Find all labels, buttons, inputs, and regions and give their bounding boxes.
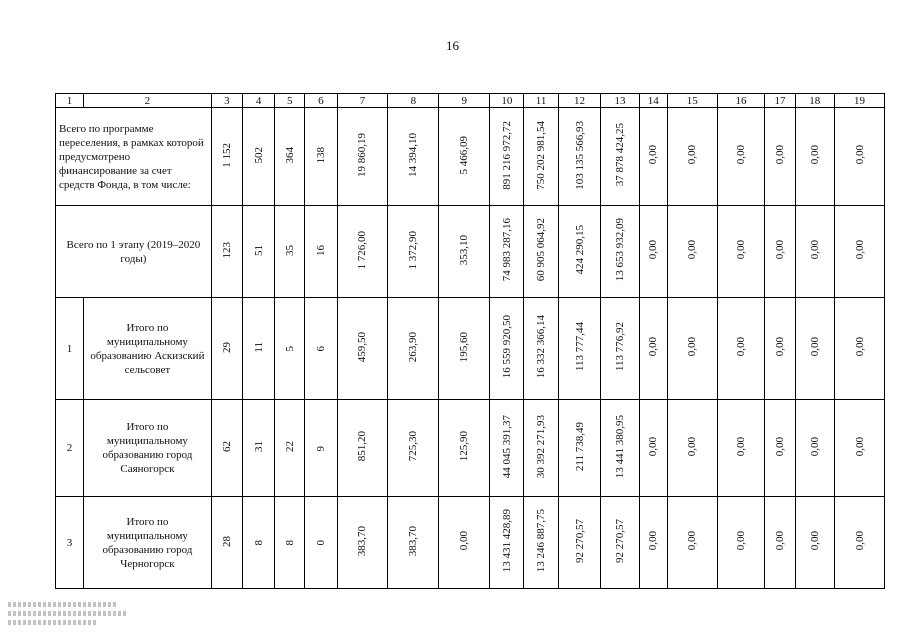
value-text: 0,00	[686, 145, 699, 165]
value-text: 750 202 981,54	[535, 120, 548, 190]
value-text: 11	[252, 341, 265, 353]
value-cell	[242, 206, 274, 298]
value-text: 0,00	[647, 145, 660, 165]
value-text: 125,90	[458, 431, 471, 462]
value-cell	[558, 400, 601, 497]
value-cell	[439, 298, 490, 400]
value-text: 0,00	[735, 436, 748, 457]
value-cell	[667, 400, 717, 497]
value-cell	[667, 108, 717, 206]
value-cell	[795, 400, 834, 497]
value-text: 1 152	[220, 142, 233, 168]
value-text: 0,00	[773, 145, 786, 165]
value-text: 0,00	[773, 531, 786, 551]
value-text: 51	[252, 244, 265, 256]
value-text: 0,00	[647, 240, 660, 260]
value-cell	[795, 206, 834, 298]
header-cell: 11	[524, 94, 558, 108]
value-text: 123	[220, 241, 233, 259]
value-cell	[765, 400, 795, 497]
value-cell	[490, 298, 524, 400]
value-cell	[639, 298, 667, 400]
value-cell	[524, 400, 558, 497]
value-cell	[717, 497, 765, 589]
row-description: Всего по программе переселения, в рамках которой предусмотрено финансирование за счет средств Фонда, в том числе:	[56, 108, 212, 206]
value-cell	[439, 108, 490, 206]
value-text: 0,00	[735, 337, 748, 357]
value-cell	[439, 400, 490, 497]
value-cell	[275, 298, 305, 400]
value-text: 0,00	[808, 337, 821, 357]
value-cell	[639, 400, 667, 497]
value-cell	[601, 400, 639, 497]
value-cell	[601, 206, 639, 298]
value-cell	[667, 298, 717, 400]
value-text: 0,00	[853, 240, 866, 260]
value-text: 0,00	[686, 240, 699, 260]
value-text: 6	[314, 346, 327, 352]
value-cell	[558, 497, 601, 589]
header-cell: 15	[667, 94, 717, 108]
value-cell	[211, 206, 242, 298]
header-cell: 19	[835, 94, 885, 108]
value-text: 113 776,92	[614, 322, 627, 372]
value-cell	[337, 400, 388, 497]
header-cell: 1	[56, 94, 84, 108]
value-text: 138	[314, 146, 327, 164]
value-text: 364	[283, 146, 296, 164]
value-text: 37 878 424,25	[614, 123, 627, 187]
value-text: 1 726,00	[356, 230, 369, 270]
value-cell	[765, 108, 795, 206]
value-cell	[835, 206, 885, 298]
header-cell: 13	[601, 94, 639, 108]
value-cell	[667, 206, 717, 298]
value-cell	[275, 108, 305, 206]
header-cell: 3	[211, 94, 242, 108]
row-number: 3	[56, 497, 84, 589]
value-cell	[765, 497, 795, 589]
value-text: 103 135 566,93	[573, 120, 586, 190]
value-text: 0,00	[735, 531, 748, 551]
value-cell	[558, 206, 601, 298]
value-text: 74 983 287,16	[500, 218, 513, 282]
value-cell	[524, 108, 558, 206]
value-text: 13 653 932,09	[614, 218, 627, 282]
value-cell	[388, 108, 439, 206]
value-text: 16 559 920,50	[500, 315, 513, 379]
value-cell	[524, 497, 558, 589]
value-text: 0,00	[808, 240, 821, 260]
value-text: 0,00	[853, 145, 866, 165]
value-text: 5	[283, 346, 296, 352]
value-text: 16 332 366,14	[535, 315, 548, 379]
value-text: 113 777,44	[573, 322, 586, 372]
header-cell: 7	[337, 94, 388, 108]
value-cell	[601, 298, 639, 400]
value-cell	[305, 400, 337, 497]
row-description: Итого по муниципальному образованию Аскизский сельсовет	[84, 298, 212, 400]
value-cell	[275, 206, 305, 298]
value-cell	[388, 497, 439, 589]
value-cell	[765, 206, 795, 298]
value-text: 13 441 380,95	[614, 414, 627, 479]
value-text: 0,00	[853, 436, 866, 457]
value-cell	[242, 108, 274, 206]
value-cell	[558, 108, 601, 206]
value-text: 35	[283, 244, 296, 256]
value-text: 891 216 972,72	[500, 120, 513, 190]
header-row	[56, 94, 885, 108]
value-cell	[524, 298, 558, 400]
value-cell	[305, 298, 337, 400]
value-text: 353,10	[458, 234, 471, 266]
row-description: Итого по муниципальному образованию город Саяногорск	[84, 400, 212, 497]
value-cell	[601, 497, 639, 589]
header-cell: 10	[490, 94, 524, 108]
value-text: 0,00	[647, 436, 660, 457]
value-cell	[439, 206, 490, 298]
value-text: 0,00	[853, 531, 866, 551]
value-text: 459,50	[356, 331, 369, 363]
value-cell	[524, 206, 558, 298]
value-cell	[639, 497, 667, 589]
value-text: 0,00	[735, 240, 748, 260]
value-text: 0,00	[458, 531, 471, 551]
value-cell	[275, 497, 305, 589]
value-cell	[439, 497, 490, 589]
value-cell	[795, 108, 834, 206]
value-cell	[388, 400, 439, 497]
value-text: 22	[283, 441, 296, 452]
value-text: 9	[314, 445, 327, 451]
value-cell	[835, 108, 885, 206]
value-text: 0,00	[773, 436, 786, 457]
header-cell: 2	[84, 94, 212, 108]
value-cell	[337, 497, 388, 589]
row-description: Всего по 1 этапу (2019–2020 годы)	[56, 206, 212, 298]
value-text: 13 246 887,75	[535, 509, 548, 573]
value-text: 211 738,49	[573, 421, 586, 472]
value-text: 29	[220, 341, 233, 353]
value-text: 263,90	[407, 331, 420, 363]
value-text: 31	[252, 441, 265, 452]
value-cell	[490, 206, 524, 298]
value-cell	[835, 400, 885, 497]
table-row	[56, 298, 885, 400]
value-cell	[242, 497, 274, 589]
faint-stamp	[8, 598, 128, 634]
value-cell	[242, 298, 274, 400]
row-number: 2	[56, 400, 84, 497]
header-cell: 12	[558, 94, 601, 108]
value-text: 0,00	[686, 337, 699, 357]
value-cell	[337, 298, 388, 400]
value-text: 19 860,19	[356, 133, 369, 177]
value-cell	[211, 497, 242, 589]
value-cell	[305, 108, 337, 206]
value-cell	[388, 298, 439, 400]
header-cell: 8	[388, 94, 439, 108]
value-text: 0,00	[647, 531, 660, 551]
value-text: 92 270,57	[614, 519, 627, 563]
value-cell	[211, 298, 242, 400]
header-cell: 5	[275, 94, 305, 108]
value-text: 383,70	[407, 525, 420, 557]
value-cell	[558, 298, 601, 400]
table-row	[56, 400, 885, 497]
header-cell: 17	[765, 94, 795, 108]
value-text: 13 431 428,89	[500, 509, 513, 573]
value-cell	[305, 497, 337, 589]
value-text: 30 392 271,93	[535, 414, 548, 479]
value-cell	[337, 206, 388, 298]
value-cell	[490, 400, 524, 497]
value-cell	[275, 400, 305, 497]
value-text: 851,20	[356, 431, 369, 462]
header-cell: 6	[305, 94, 337, 108]
header-cell: 18	[795, 94, 834, 108]
value-text: 0,00	[808, 531, 821, 551]
row-description: Итого по муниципальному образованию город Черногорск	[84, 497, 212, 589]
value-text: 0,00	[853, 337, 866, 357]
page-number: 16	[446, 38, 459, 53]
value-text: 0,00	[686, 436, 699, 457]
value-cell	[305, 206, 337, 298]
value-cell	[601, 108, 639, 206]
table-row	[56, 206, 885, 298]
value-cell	[211, 400, 242, 497]
value-text: 0	[314, 540, 327, 546]
value-cell	[795, 298, 834, 400]
value-text: 725,30	[407, 431, 420, 462]
table-row	[56, 497, 885, 589]
value-text: 14 394,10	[407, 133, 420, 177]
value-cell	[717, 298, 765, 400]
header-cell: 14	[639, 94, 667, 108]
value-text: 0,00	[808, 436, 821, 457]
header-cell: 16	[717, 94, 765, 108]
value-cell	[795, 497, 834, 589]
value-cell	[490, 497, 524, 589]
value-text: 1 372,90	[407, 230, 420, 270]
value-text: 44 045 391,37	[500, 414, 513, 479]
value-cell	[835, 497, 885, 589]
value-cell	[639, 108, 667, 206]
value-cell	[835, 298, 885, 400]
value-text: 5 466,09	[458, 135, 471, 175]
value-text: 28	[220, 535, 233, 547]
value-cell	[717, 206, 765, 298]
value-cell	[717, 400, 765, 497]
program-table	[55, 93, 885, 589]
value-text: 383,70	[356, 525, 369, 557]
value-text: 62	[220, 441, 233, 452]
value-text: 502	[252, 146, 265, 164]
value-cell	[639, 206, 667, 298]
value-cell	[211, 108, 242, 206]
value-cell	[667, 497, 717, 589]
value-text: 0,00	[773, 240, 786, 260]
value-cell	[388, 206, 439, 298]
value-cell	[242, 400, 274, 497]
value-cell	[337, 108, 388, 206]
value-text: 0,00	[808, 145, 821, 165]
table-row	[56, 108, 885, 206]
value-text: 16	[314, 244, 327, 256]
header-cell: 9	[439, 94, 490, 108]
value-text: 0,00	[773, 337, 786, 357]
value-cell	[490, 108, 524, 206]
value-text: 0,00	[735, 145, 748, 165]
value-text: 424 290,15	[573, 225, 586, 275]
value-text: 195,60	[458, 331, 471, 363]
value-text: 0,00	[647, 337, 660, 357]
value-cell	[765, 298, 795, 400]
value-text: 60 905 064,92	[535, 218, 548, 282]
value-text: 8	[252, 540, 265, 546]
value-text: 8	[283, 540, 296, 546]
header-cell: 4	[242, 94, 274, 108]
value-text: 92 270,57	[573, 519, 586, 563]
row-number: 1	[56, 298, 84, 400]
value-text: 0,00	[686, 531, 699, 551]
value-cell	[717, 108, 765, 206]
